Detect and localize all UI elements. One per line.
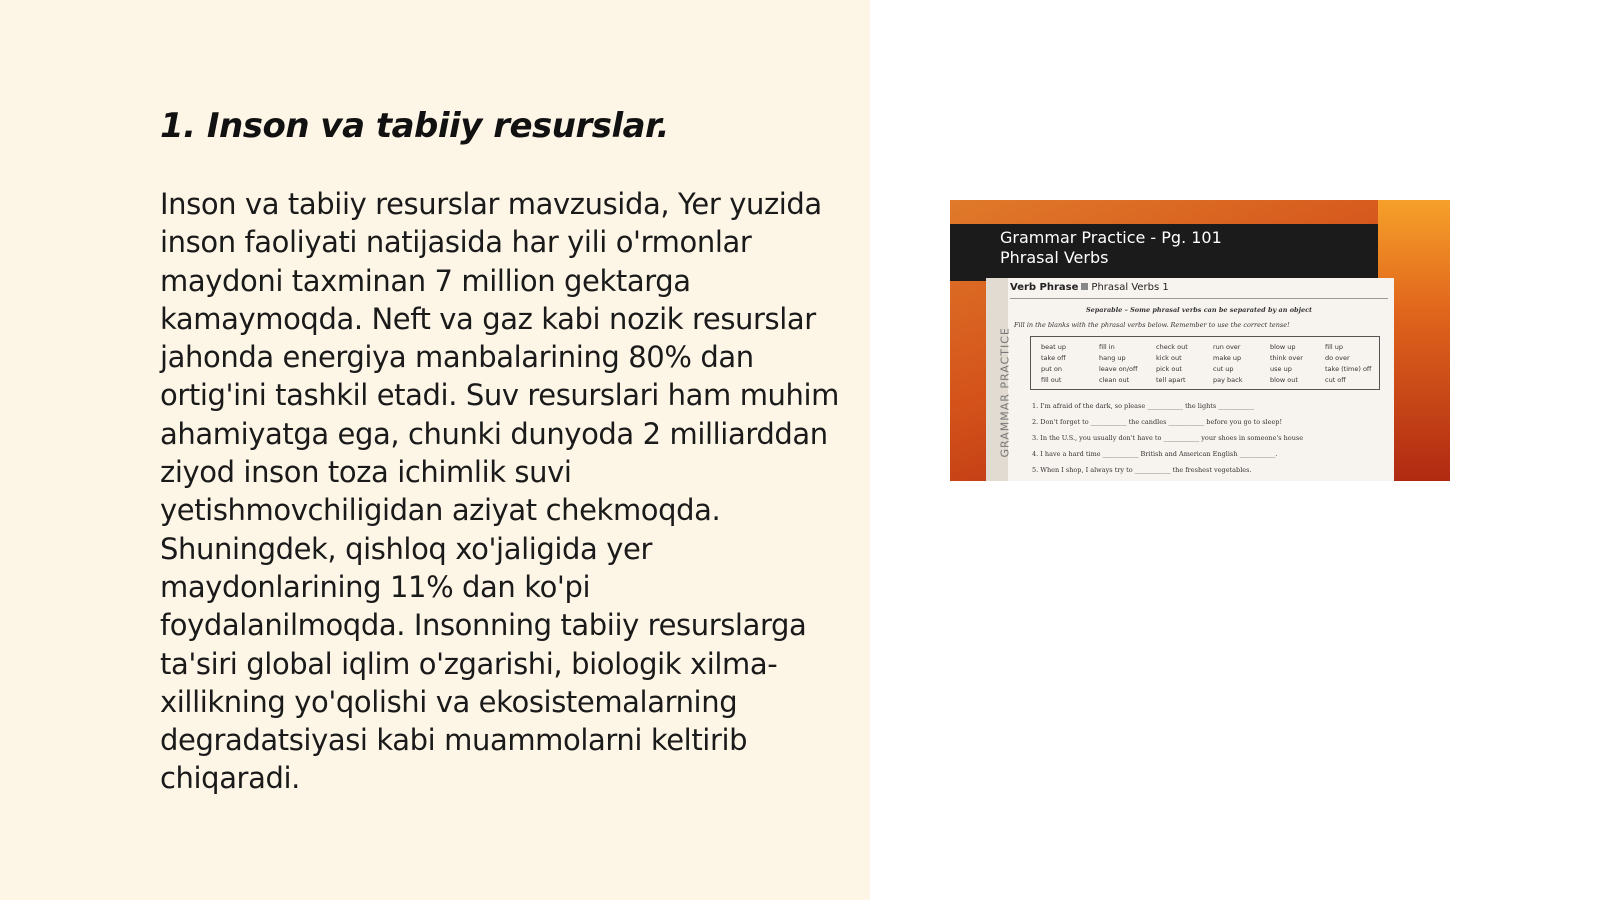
worksheet-side-label: GRAMMAR PRACTICE <box>998 327 1012 458</box>
word-item: beat up <box>1041 343 1066 351</box>
word-item: make up <box>1213 354 1242 362</box>
worksheet-note-separable: Separable – Some phrasal verbs can be separated by an object <box>1085 306 1313 314</box>
image-banner-subtitle: Phrasal Verbs <box>1000 248 1109 267</box>
image-banner-title: Grammar Practice - Pg. 101 <box>1000 228 1222 247</box>
slide-paragraph: Inson va tabiiy resurslar mavzusida, Yer yuzida inson faoliyati natijasida har yili o'rmonlar maydoni taxminan 7 million gektarga kamaymoqda. Neft va gaz kabi nozik resurslar jahonda energiya manbalarining 80% dan ortig'ini tashkil etadi. Suv resurslari ham muhim ahamiyatga ega, chunki dunyoda 2 milliarddan ziyod inson toza ichimlik suvi yetishmovchiligidan aziyat chekmoqda. Shuningdek, qishloq xo'jaligida yer maydonlarining 11% dan ko'pi foydalanilmoqda. Insonning tabiiy resurslarga ta'siri global iqlim o'zgarishi, biologik xilma-xillikning yo'qolishi va ekosistemalarning degradatsiyasi kabi muammolarni keltirib chiqaradi. <box>160 187 840 796</box>
word-item: kick out <box>1156 354 1182 362</box>
word-column <box>1041 342 1096 386</box>
word-item: cut up <box>1213 365 1234 373</box>
phrasal-verb-word-box <box>1030 336 1380 390</box>
worksheet-header-left: Verb Phrase <box>1010 282 1079 293</box>
word-item: use up <box>1270 365 1292 373</box>
square-icon <box>1081 283 1088 290</box>
word-column <box>1213 342 1268 386</box>
word-item: do over <box>1325 354 1350 362</box>
word-item: run over <box>1213 343 1241 351</box>
word-item: fill out <box>1041 376 1062 384</box>
exercise-sentence: 5. When I shop, I always try to ___________ the freshest vegetables. <box>1032 466 1252 474</box>
grammar-practice-image <box>950 200 1450 481</box>
word-column <box>1325 342 1380 386</box>
worksheet-header <box>1010 282 1388 299</box>
word-item: blow up <box>1270 343 1296 351</box>
word-item: put on <box>1041 365 1062 373</box>
word-item: take (time) off <box>1325 365 1372 373</box>
word-item: pick out <box>1156 365 1182 373</box>
word-item: pay back <box>1213 376 1243 384</box>
exercise-sentence: 4. I have a hard time ___________ British and American English ___________. <box>1032 450 1278 458</box>
word-item: hang up <box>1099 354 1126 362</box>
word-column <box>1099 342 1154 386</box>
word-item: fill in <box>1099 343 1115 351</box>
word-item: tell apart <box>1156 376 1186 384</box>
exercise-sentence: 1. I'm afraid of the dark, so please ___________ the lights ___________ <box>1032 402 1255 410</box>
worksheet-note-instructions: Fill in the blanks with the phrasal verbs below. Remember to use the correct tense! <box>1014 321 1290 329</box>
worksheet <box>986 278 1394 481</box>
worksheet-side-tab <box>986 278 1012 481</box>
word-item: take off <box>1041 354 1066 362</box>
word-column <box>1270 342 1325 386</box>
slide-title: 1. Inson va tabiiy resurslar. <box>160 106 669 146</box>
word-item: blow out <box>1270 376 1298 384</box>
word-item: leave on/off <box>1099 365 1138 373</box>
word-item: clean out <box>1099 376 1130 384</box>
word-item: cut off <box>1325 376 1346 384</box>
exercise-sentence: 3. In the U.S., you usually don't have to ___________ your shoes in someone's house <box>1032 434 1304 442</box>
word-item: fill up <box>1325 343 1344 351</box>
exercise-sentence: 2. Don't forget to ___________ the candles ___________ before you go to sleep! <box>1032 418 1283 426</box>
word-item: check out <box>1156 343 1188 351</box>
word-column <box>1156 342 1211 386</box>
word-item: think over <box>1270 354 1303 362</box>
worksheet-header-right: Phrasal Verbs 1 <box>1091 282 1169 293</box>
